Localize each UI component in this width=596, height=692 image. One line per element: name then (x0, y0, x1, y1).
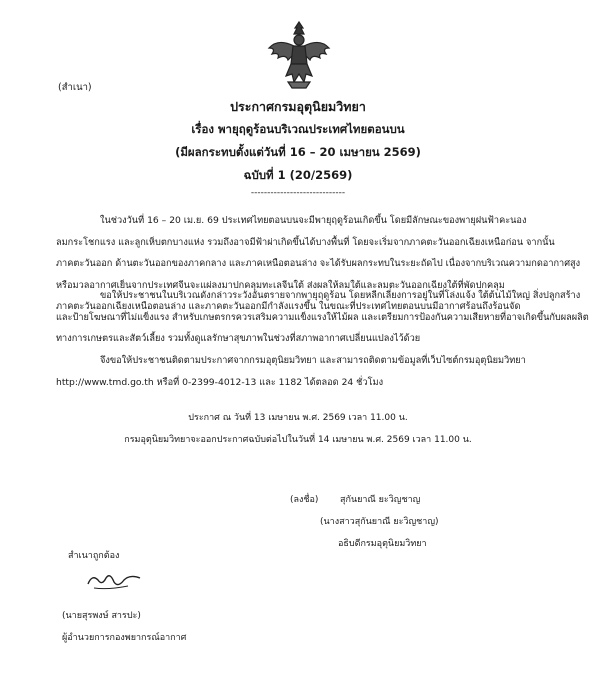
next-issue-date: กรมอุตุนิยมวิทยาจะออกประกาศฉบับต่อไปในวันที่ 14 เมษายน พ.ศ. 2569 เวลา 11.00 น. (124, 435, 472, 445)
effective-period: (มีผลกระทบตั้งแต่วันที่ 16 – 20 เมษายน 2569) (175, 145, 421, 159)
certifier-position: ผู้อำนวยการกองพยากรณ์อากาศ (62, 633, 187, 643)
paragraph-line: ทางการเกษตรและสัตว์เลี้ยง รวมทั้งดูแลรักษาสุขภาพในช่วงที่สภาพอากาศเปลี่ยนแปลงไว้ด้วย (56, 333, 421, 344)
signature-name: สุกันยาณี ยะวิญชาญ (340, 495, 421, 505)
paragraph-line: ในช่วงวันที่ 16 – 20 เม.ย. 69 ประเทศไทยตอนบนจะมีพายุฤดูร้อนเกิดขึ้น โดยมีลักษณะของพายุฝนฟ้าคะนอง (100, 215, 527, 226)
signatory-position: อธิบดีกรมอุตุนิยมวิทยา (338, 539, 427, 549)
paragraph-contact (56, 350, 540, 393)
certification-label: สำเนาถูกต้อง (68, 551, 120, 561)
copy-mark: (สำเนา) (58, 82, 92, 93)
certifier-name: (นายสุรพงษ์ สารปะ) (62, 611, 141, 621)
announcement-subject: เรื่อง พายุฤดูร้อนบริเวณประเทศไทยตอนบน (191, 122, 405, 136)
handwritten-signature-icon (84, 568, 144, 594)
separator-line: ----------------------------- (250, 188, 346, 198)
paragraph-line: ลมกระโชกแรง และลูกเห็บตกบางแห่ง รวมถึงอาจมีฟ้าผ่าเกิดขึ้นได้บางพื้นที่ โดยจะเริ่มจากภาคตะวันออกเฉียงเหนือก่อน จากนั้น (56, 236, 555, 248)
paragraph-line: ภาคตะวันออก ด้านตะวันออกของภาคกลาง และภาคเหนือตอนล่าง จะได้รับผลกระทบในระยะถัดไป เนื่องจากบริเวณความกดอากาศสูง (56, 258, 581, 269)
paragraph-line: หรือมวลอากาศเย็นจากประเทศจีนจะแผ่ลงมาปกคลุมทะเลจีนใต้ ส่งผลให้ลมใต้และลมตะวันออกเฉียงใต้ที่พัดปกคลุม (56, 279, 505, 291)
paragraph-line: จึงขอให้ประชาชนติดตามประกาศจากกรมอุตุนิยมวิทยา และสามารถติดตามข้อมูลที่เว็บไซต์กรมอุตุนิยมวิทยา (100, 355, 526, 366)
announced-date: ประกาศ ณ วันที่ 13 เมษายน พ.ศ. 2569 เวลา 11.00 น. (188, 413, 408, 423)
signature-label: (ลงชื่อ) (290, 495, 319, 505)
garuda-emblem-icon (266, 18, 332, 92)
announcement-title: ประกาศกรมอุตุนิยมวิทยา (230, 99, 366, 114)
paragraph-line: ภาคตะวันออกเฉียงเหนือตอนล่าง และภาคตะวันออกมีกำลังแรงขึ้น ในขณะที่ประเทศไทยตอนบนมีอากาศร้อนถึงร้อนจัด (56, 301, 521, 312)
paragraph-line: http://www.tmd.go.th หรือที่ 0-2399-4012-13 และ 1182 ได้ตลอด 24 ชั่วโมง (56, 376, 384, 388)
signatory-full-name: (นางสาวสุกันยาณี ยะวิญชาญ) (320, 517, 439, 527)
paragraph-line: และป้ายโฆษณาที่ไม่แข็งแรง สำหรับเกษตรกรควรเสริมความแข็งแรงให้ไม้ผล และเตรียมการป้องกันความเสียหายที่อาจเกิดขึ้นกับผลผลิต (56, 311, 589, 323)
paragraph-line: ขอให้ประชาชนในบริเวณดังกล่าวระวังอันตรายจากพายุฤดูร้อน โดยหลีกเลี่ยงการอยู่ในที่โล่งแจ้ง ใต้ต้นไม้ใหญ่ สิ่งปลูกสร้าง (100, 290, 581, 301)
issue-number: ฉบับที่ 1 (20/2569) (243, 168, 353, 182)
